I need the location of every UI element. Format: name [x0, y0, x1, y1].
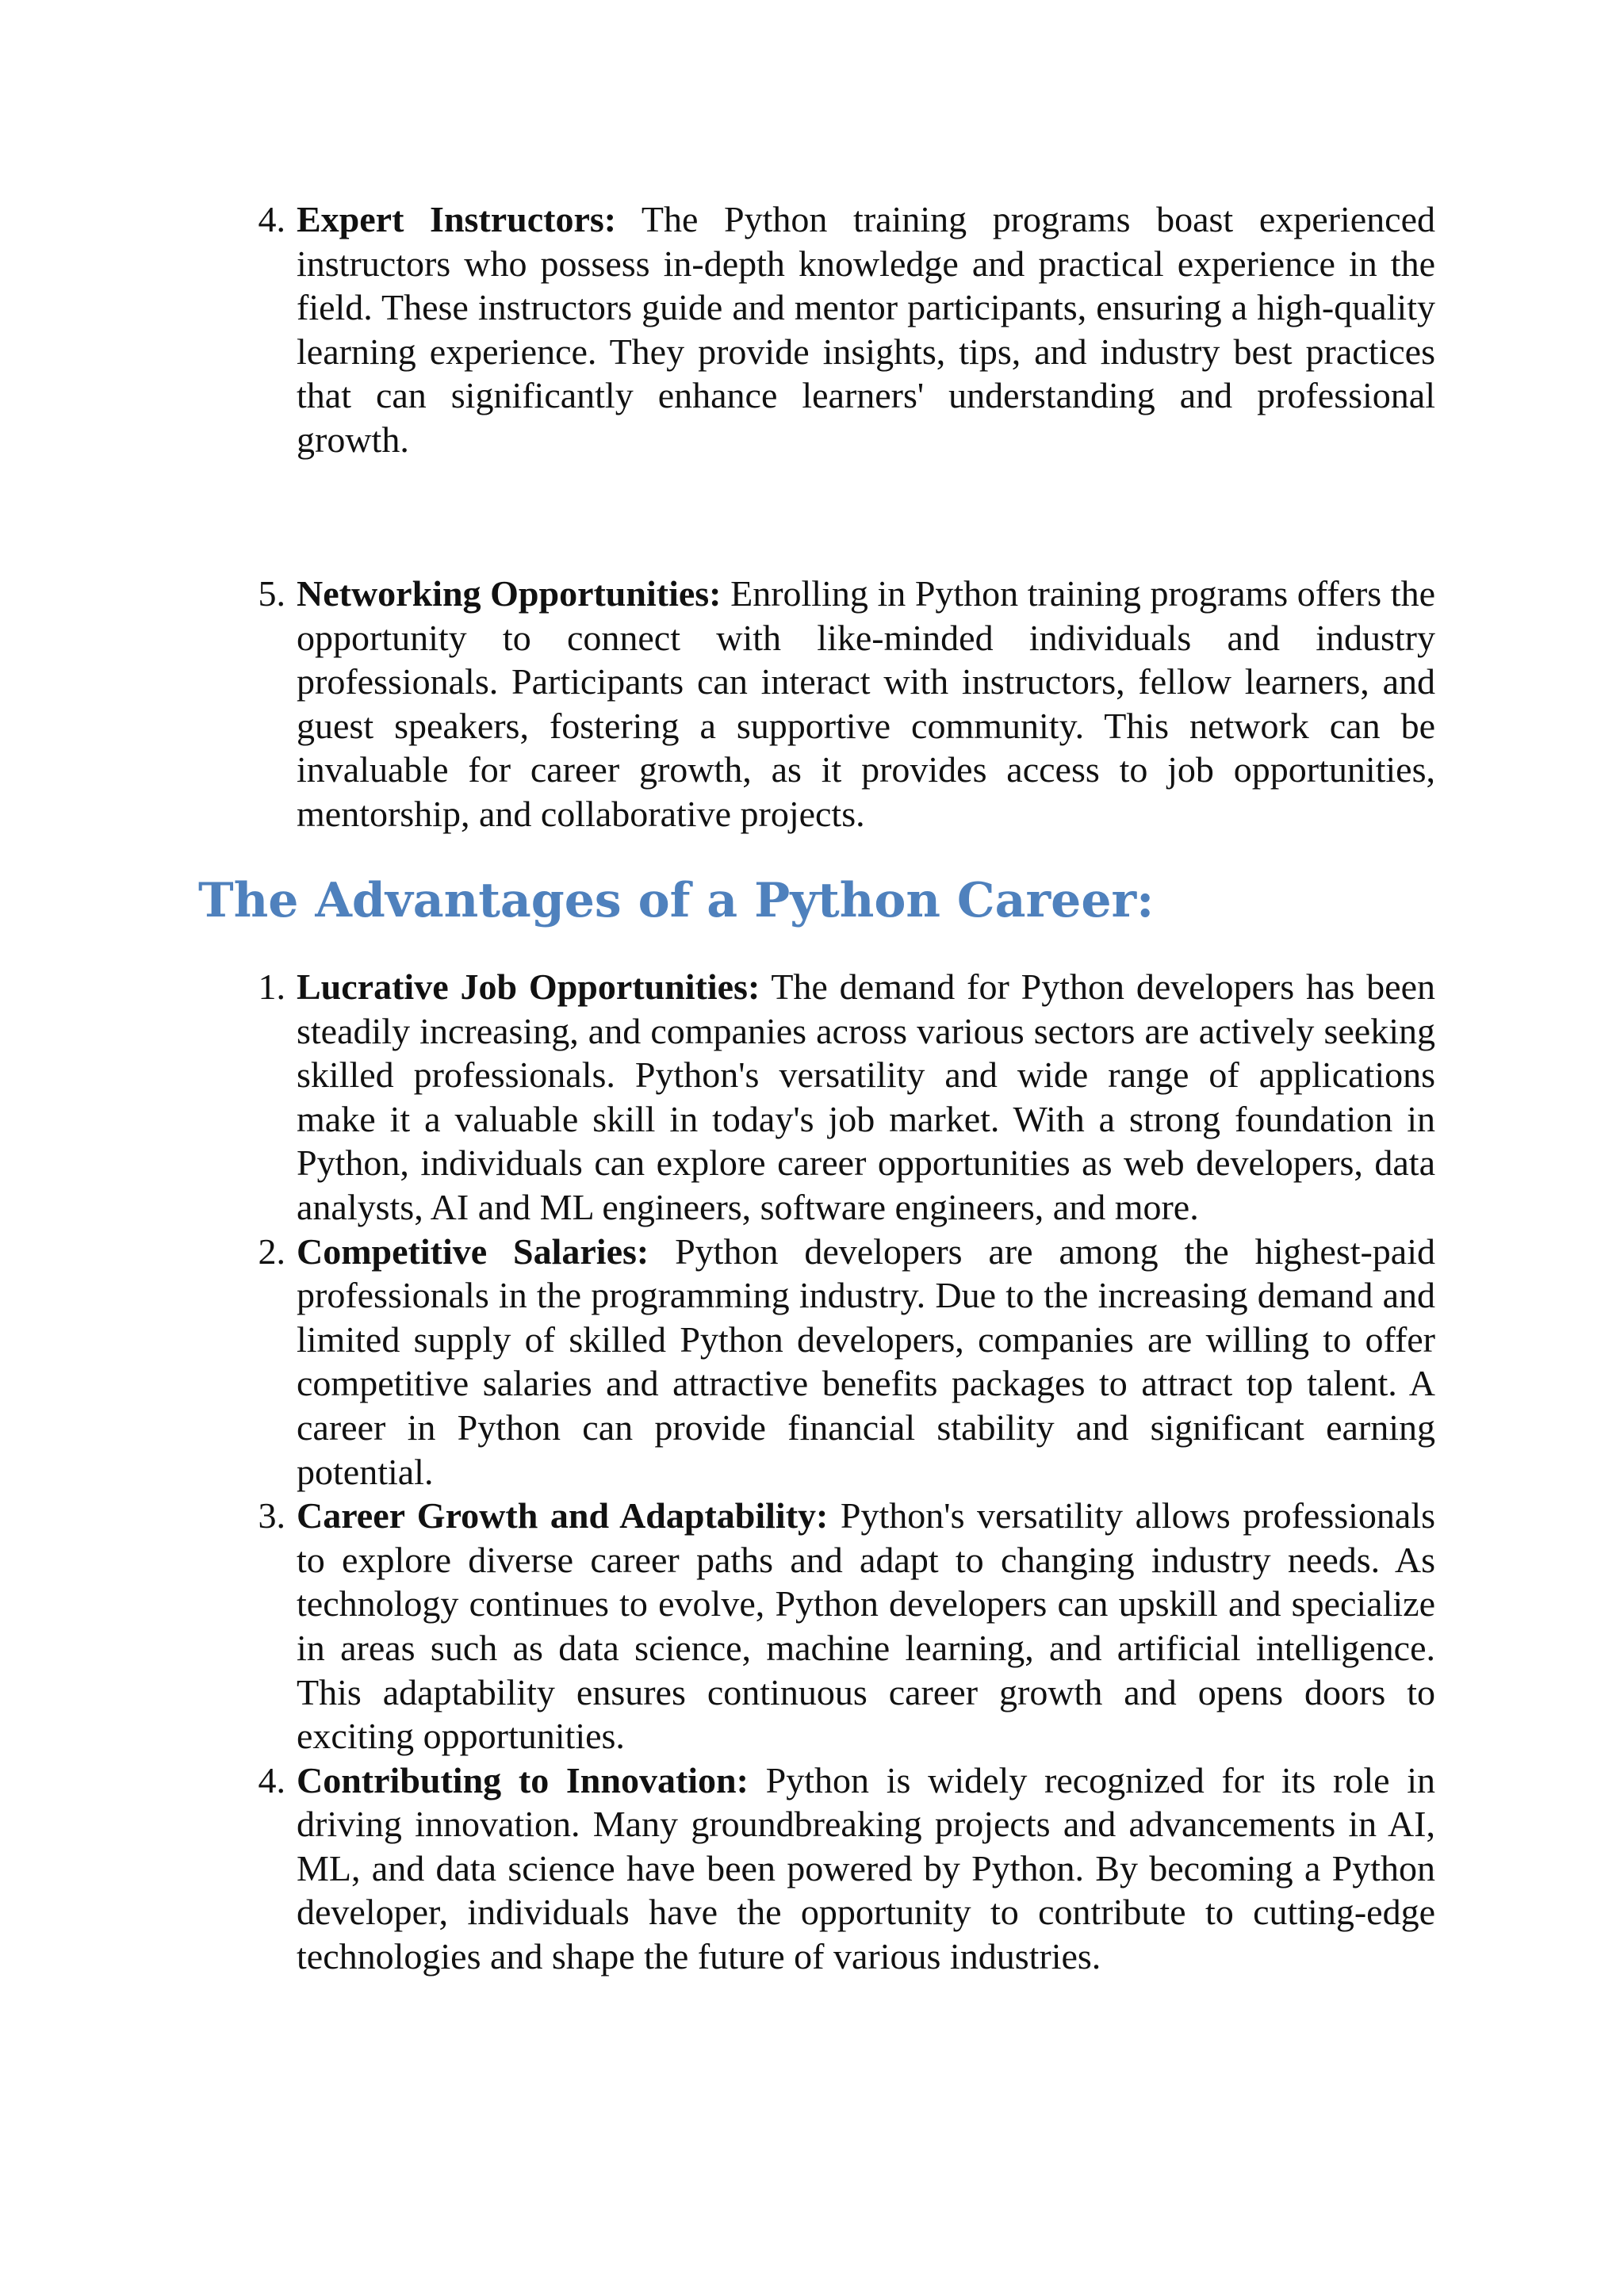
- list-item-competitive-salaries: [238, 1230, 1435, 1494]
- list-item-expert-instructors: [238, 197, 1435, 462]
- list-item-text: The Python training programs boast experienced instructors who possess in-depth knowledge and practical experience in the field. These instructors guide and mentor participants, ensuring a high-quality learning experience. They provide insights, tips, and industry best practices that can significantly enhance learners' understanding and professional growth.: [297, 199, 1435, 460]
- list-item-number: 5.: [258, 573, 285, 614]
- list-item-number: 4.: [258, 199, 285, 239]
- list-item-text: The demand for Python developers has been steadily increasing, and companies across various sectors are actively seeking skilled professionals. Python's versatility and wide range of applications make it a valuable skill in today's job market. With a strong foundation in Python, individuals can explore career opportunities as web developers, data analysts, AI and ML engineers, software engineers, and more.: [297, 966, 1435, 1227]
- list-item-text: Python developers are among the highest-paid professionals in the programming industry. Due to the increasing demand and limited supply of skilled Python developers, companies are willing to offer competitive salaries and attractive benefits packages to attract top talent. A career in Python can provide financial stability and significant earning potential.: [297, 1230, 1435, 1492]
- list-item-number: 4.: [258, 1759, 285, 1800]
- list-item-number: 2.: [258, 1230, 285, 1272]
- training-benefits-list-continued: [238, 572, 1435, 836]
- list-item-number: 1.: [258, 966, 285, 1007]
- list-item-contributing-to-innovation: [238, 1758, 1435, 1979]
- list-item-number: 3.: [258, 1495, 285, 1536]
- career-advantages-list: [238, 965, 1435, 1979]
- list-item-term: Expert Instructors:: [297, 199, 617, 239]
- list-item-term: Lucrative Job Opportunities:: [297, 966, 760, 1007]
- list-item-text: Python's versatility allows professionals to explore diverse career paths and adapt to changing industry needs. As technology continues to evolve, Python developers can upskill and specialize in areas such as data science, machine learning, and artificial intelligence. This adaptability ensures continuous career growth and opens doors to exciting opportunities.: [297, 1495, 1435, 1757]
- list-item-text: Python is widely recognized for its role in driving innovation. Many groundbreaking projects and advancements in AI, ML, and data science have been powered by Python. By becoming a Python developer, individuals have the opportunity to contribute to cutting-edge technologies and shape the future of various industries.: [297, 1759, 1435, 1977]
- list-item-term: Competitive Salaries:: [297, 1230, 649, 1272]
- list-item-networking-opportunities: [238, 572, 1435, 836]
- list-item-term: Networking Opportunities:: [297, 573, 722, 614]
- list-item-term: Career Growth and Adaptability:: [297, 1495, 829, 1536]
- training-benefits-list: [238, 197, 1435, 462]
- list-item-term: Contributing to Innovation:: [297, 1759, 749, 1800]
- list-item-text: Enrolling in Python training programs offers the opportunity to connect with like-minded individuals and industry professionals. Participants can interact with instructors, fellow learners, and guest speakers, fostering a supportive community. This network can be invaluable for career growth, as it provides access to job opportunities, mentorship, and collaborative projects.: [297, 573, 1435, 834]
- list-item-career-growth: [238, 1494, 1435, 1758]
- list-item-lucrative-job-opportunities: [238, 965, 1435, 1230]
- section-heading: The Advantages of a Python Career:: [198, 873, 1155, 928]
